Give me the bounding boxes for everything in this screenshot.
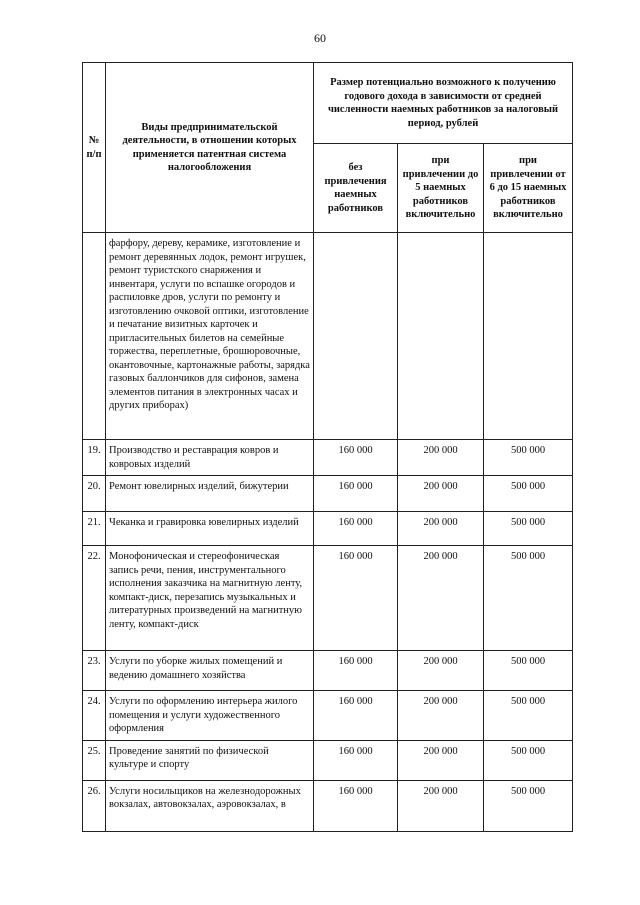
table-row — [83, 512, 573, 546]
row-value-up-to-5: 200 000 — [398, 651, 484, 691]
row-value-no-employees: 160 000 — [314, 691, 398, 741]
row-num: 19. — [83, 440, 106, 476]
row-value-6-to-15: 500 000 — [484, 740, 573, 780]
table-row — [83, 740, 573, 780]
row-value-6-to-15: 500 000 — [484, 780, 573, 831]
row-num: 20. — [83, 476, 106, 512]
row-value-up-to-5: 200 000 — [398, 740, 484, 780]
row-value-6-to-15: 500 000 — [484, 476, 573, 512]
row-value-6-to-15: 500 000 — [484, 512, 573, 546]
row-activity: Услуги по уборке жилых помещений и ведению домашнего хозяйства — [106, 651, 314, 691]
row-num: 24. — [83, 691, 106, 741]
header-activity: Виды предпринимательской деятельности, в отношении которых применяется патентная система налогообложения — [106, 63, 314, 233]
row-activity: Услуги по оформлению интерьера жилого помещения и услуги художественного оформления — [106, 691, 314, 741]
row-activity: Ремонт ювелирных изделий, бижутерии — [106, 476, 314, 512]
row-value-no-employees: 160 000 — [314, 740, 398, 780]
row-value-up-to-5: 200 000 — [398, 780, 484, 831]
header-num: № п/п — [83, 63, 106, 233]
table-row — [83, 476, 573, 512]
table-row — [83, 546, 573, 651]
table-row — [83, 651, 573, 691]
header-no-employees: без привлечения наемных работников — [314, 144, 398, 233]
row-value-up-to-5: 200 000 — [398, 546, 484, 651]
row-activity: Услуги носильщиков на железнодорожных вокзалах, автовокзалах, аэровокзалах, в — [106, 780, 314, 831]
row-value-6-to-15: 500 000 — [484, 440, 573, 476]
row-num: 25. — [83, 740, 106, 780]
header-up-to-5-employees: при привлечении до 5 наемных работников включительно — [398, 144, 484, 233]
row-value-up-to-5: 200 000 — [398, 440, 484, 476]
table-row — [83, 440, 573, 476]
row-value-6-to-15: 500 000 — [484, 691, 573, 741]
page-number: 60 — [314, 31, 326, 45]
row-num — [83, 233, 106, 440]
row-num: 23. — [83, 651, 106, 691]
row-value-no-employees: 160 000 — [314, 780, 398, 831]
row-value-no-employees: 160 000 — [314, 512, 398, 546]
row-value-no-employees — [314, 233, 398, 440]
row-num: 21. — [83, 512, 106, 546]
table-header-row — [83, 63, 573, 144]
row-value-6-to-15: 500 000 — [484, 546, 573, 651]
row-value-no-employees: 160 000 — [314, 440, 398, 476]
table-row — [83, 780, 573, 831]
header-income-group: Размер потенциально возможного к получению годового дохода в зависимости от средней численности наемных работников за налоговый период, рублей — [314, 63, 573, 144]
row-activity: Монофоническая и стереофоническая запись речи, пения, инструментального исполнения заказчика на магнитную ленту, компакт-диск, перезапись музыкальных и литературных произведений на магнитную ленту, компакт-диск — [106, 546, 314, 651]
row-value-up-to-5: 200 000 — [398, 512, 484, 546]
row-value-no-employees: 160 000 — [314, 651, 398, 691]
row-activity: Проведение занятий по физической культуре и спорту — [106, 740, 314, 780]
row-value-up-to-5 — [398, 233, 484, 440]
row-value-up-to-5: 200 000 — [398, 691, 484, 741]
row-num: 22. — [83, 546, 106, 651]
patent-income-table — [82, 62, 573, 832]
table-row-continuation — [83, 233, 573, 440]
row-value-no-employees: 160 000 — [314, 476, 398, 512]
row-activity: Чеканка и гравировка ювелирных изделий — [106, 512, 314, 546]
row-activity: фарфору, дереву, керамике, изготовление и ремонт деревянных лодок, ремонт игрушек, ремонт туристского снаряжения и инвентаря, услуги по вспашке огородов и распиловке дров, услуги по ремонту и изготовлению очковой оптики, изготовление и печатание визитных карточек и пригласительных билетов на семейные торжества, переплетные, брошюровочные, окантовочные, картонажные работы, зарядка газовых баллончиков для сифонов, замена элементов питания в электронных часах и других приборах) — [106, 233, 314, 440]
row-num: 26. — [83, 780, 106, 831]
row-value-6-to-15: 500 000 — [484, 651, 573, 691]
header-6-to-15-employees: при привлечении от 6 до 15 наемных работников включительно — [484, 144, 573, 233]
row-activity: Производство и реставрация ковров и ковровых изделий — [106, 440, 314, 476]
row-value-no-employees: 160 000 — [314, 546, 398, 651]
table-row — [83, 691, 573, 741]
row-value-up-to-5: 200 000 — [398, 476, 484, 512]
row-value-6-to-15 — [484, 233, 573, 440]
